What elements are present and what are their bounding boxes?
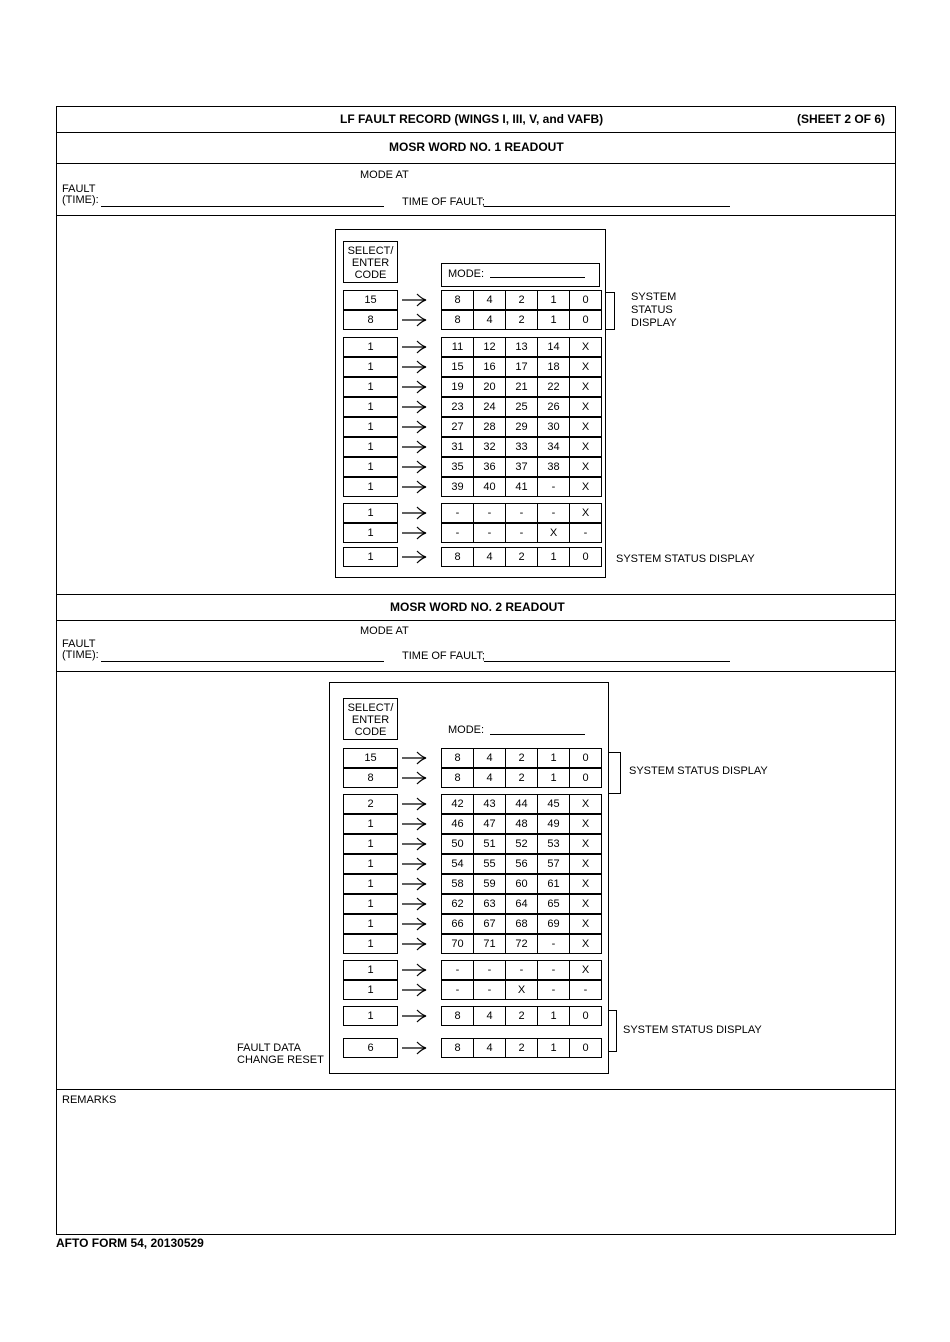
right-arrow-icon [401, 399, 427, 415]
status-cell[interactable]: 23 [441, 397, 474, 417]
status-cell[interactable]: X [569, 377, 602, 397]
status-cell[interactable]: X [569, 477, 602, 497]
mode-label: MODE: [448, 724, 485, 736]
status-cell[interactable]: 4 [473, 1038, 506, 1058]
select-code-box[interactable]: 1 [343, 1006, 398, 1026]
right-arrow-icon [401, 479, 427, 495]
select-code-box[interactable]: 1 [343, 337, 398, 357]
status-cell[interactable]: 42 [441, 794, 474, 814]
status-cell[interactable]: 8 [441, 748, 474, 768]
status-cell[interactable]: - [505, 960, 538, 980]
status-cell[interactable]: 59 [473, 874, 506, 894]
status-cell[interactable]: 37 [505, 457, 538, 477]
status-cell[interactable]: 27 [441, 417, 474, 437]
status-cell[interactable]: X [569, 503, 602, 523]
status-cell[interactable]: 44 [505, 794, 538, 814]
status-cell[interactable]: X [569, 814, 602, 834]
select-code-box[interactable]: 1 [343, 457, 398, 477]
status-cell[interactable]: 21 [505, 377, 538, 397]
status-cell[interactable]: 0 [569, 290, 602, 310]
status-cell[interactable]: X [569, 457, 602, 477]
mode-label: MODE: [448, 268, 485, 280]
status-cell[interactable]: 61 [537, 874, 570, 894]
status-cell[interactable]: 55 [473, 854, 506, 874]
system-status-bracket [606, 292, 615, 330]
status-cell[interactable]: 66 [441, 914, 474, 934]
status-cell[interactable]: 14 [537, 337, 570, 357]
status-cell[interactable]: 4 [473, 748, 506, 768]
right-arrow-icon [401, 505, 427, 521]
status-cell[interactable]: 8 [441, 547, 474, 567]
select-code-box[interactable]: 1 [343, 417, 398, 437]
status-cell[interactable]: X [569, 794, 602, 814]
right-arrow-icon [401, 876, 427, 892]
status-cell[interactable]: 2 [505, 547, 538, 567]
mode-field[interactable] [490, 734, 585, 735]
status-cell[interactable]: - [473, 523, 506, 543]
status-cell[interactable]: 22 [537, 377, 570, 397]
status-cell[interactable]: 25 [505, 397, 538, 417]
select-code-box[interactable]: 1 [343, 397, 398, 417]
select-code-box[interactable]: 8 [343, 768, 398, 788]
select-code-box[interactable]: 1 [343, 874, 398, 894]
status-cell[interactable]: 40 [473, 477, 506, 497]
status-cell[interactable]: X [505, 980, 538, 1000]
status-cell[interactable]: 26 [537, 397, 570, 417]
select-code-box[interactable]: 1 [343, 377, 398, 397]
status-cell[interactable]: - [473, 503, 506, 523]
right-arrow-icon [401, 419, 427, 435]
status-cell[interactable]: X [569, 960, 602, 980]
status-cell[interactable]: X [569, 894, 602, 914]
status-cell[interactable]: 71 [473, 934, 506, 954]
status-cell[interactable]: 0 [569, 748, 602, 768]
enter-label: ENTER [351, 714, 390, 726]
status-cell[interactable]: 1 [537, 768, 570, 788]
status-cell[interactable]: 4 [473, 1006, 506, 1026]
status-cell[interactable]: 38 [537, 457, 570, 477]
status-cell[interactable]: - [441, 523, 474, 543]
right-arrow-icon [401, 439, 427, 455]
right-arrow-icon [401, 339, 427, 355]
status-cell[interactable]: 17 [505, 357, 538, 377]
status-cell[interactable]: - [473, 980, 506, 1000]
status-cell[interactable]: 1 [537, 290, 570, 310]
status-cell[interactable]: 12 [473, 337, 506, 357]
status-cell[interactable]: 39 [441, 477, 474, 497]
right-arrow-icon [401, 1040, 427, 1056]
right-arrow-icon [401, 1008, 427, 1024]
status-cell[interactable]: 63 [473, 894, 506, 914]
status-cell[interactable]: 54 [441, 854, 474, 874]
select-code-box[interactable]: 1 [343, 934, 398, 954]
status-cell[interactable]: 64 [505, 894, 538, 914]
time-of-fault-field[interactable] [484, 661, 730, 662]
status-cell[interactable]: 0 [569, 310, 602, 330]
status-cell[interactable]: 31 [441, 437, 474, 457]
right-arrow-icon [401, 856, 427, 872]
right-arrow-icon [401, 836, 427, 852]
right-arrow-icon [401, 962, 427, 978]
status-cell[interactable]: - [505, 503, 538, 523]
status-cell[interactable]: - [441, 960, 474, 980]
select-label: SELECT/ [347, 702, 394, 714]
select-code-box[interactable]: 6 [343, 1038, 398, 1058]
status-cell[interactable]: X [569, 934, 602, 954]
status-cell[interactable]: 57 [537, 854, 570, 874]
status-cell[interactable]: 30 [537, 417, 570, 437]
status-cell[interactable]: 65 [537, 894, 570, 914]
enter-label: ENTER [351, 257, 390, 269]
status-cell[interactable]: X [569, 357, 602, 377]
right-arrow-icon [401, 816, 427, 832]
code-label: CODE [354, 269, 387, 281]
select-code-box[interactable]: 1 [343, 894, 398, 914]
status-cell[interactable]: 47 [473, 814, 506, 834]
status-cell[interactable]: 34 [537, 437, 570, 457]
status-cell[interactable]: 0 [569, 1006, 602, 1026]
status-cell[interactable]: 13 [505, 337, 538, 357]
status-cell[interactable]: 8 [441, 768, 474, 788]
select-code-box[interactable]: 1 [343, 547, 398, 567]
status-cell[interactable]: 72 [505, 934, 538, 954]
fault-label: FAULT [62, 183, 96, 195]
system-status-bracket [609, 752, 621, 794]
status-cell[interactable]: - [569, 980, 602, 1000]
status-cell[interactable]: 41 [505, 477, 538, 497]
change-reset-label: CHANGE RESET [237, 1054, 324, 1066]
status-cell[interactable]: 4 [473, 768, 506, 788]
system-label: SYSTEM [631, 291, 677, 303]
fault-time-field[interactable] [101, 661, 384, 662]
system-status-display-label: SYSTEM STATUS DISPLAY [623, 1024, 762, 1036]
status-cell[interactable]: 1 [537, 1006, 570, 1026]
status-cell[interactable]: 1 [537, 748, 570, 768]
status-cell[interactable]: 56 [505, 854, 538, 874]
select-code-box[interactable]: 1 [343, 523, 398, 543]
status-cell[interactable]: 2 [505, 1006, 538, 1026]
fault-data-label: FAULT DATA [237, 1042, 301, 1054]
status-cell[interactable]: 52 [505, 834, 538, 854]
status-cell[interactable]: 45 [537, 794, 570, 814]
right-arrow-icon [401, 459, 427, 475]
status-cell[interactable]: 69 [537, 914, 570, 934]
time-of-fault-label: TIME OF FAULT; [402, 650, 485, 662]
select-code-box[interactable]: 2 [343, 794, 398, 814]
status-cell[interactable]: 8 [441, 310, 474, 330]
right-arrow-icon [401, 796, 427, 812]
status-label: STATUS [631, 304, 673, 316]
select-code-box[interactable]: 1 [343, 357, 398, 377]
status-cell[interactable]: X [569, 834, 602, 854]
status-cell[interactable]: 49 [537, 814, 570, 834]
select-code-box[interactable]: 1 [343, 980, 398, 1000]
status-cell[interactable]: 0 [569, 768, 602, 788]
status-cell[interactable]: 15 [441, 357, 474, 377]
remarks-field[interactable] [57, 1108, 895, 1233]
select-code-box[interactable]: 1 [343, 477, 398, 497]
system-status-display-label: SYSTEM STATUS DISPLAY [629, 765, 768, 777]
fault-time-field[interactable] [101, 206, 384, 207]
status-cell[interactable]: 50 [441, 834, 474, 854]
status-cell[interactable]: 70 [441, 934, 474, 954]
status-cell[interactable]: X [569, 337, 602, 357]
word1-heading: MOSR WORD NO. 1 READOUT [389, 140, 564, 154]
status-cell[interactable]: 20 [473, 377, 506, 397]
status-cell[interactable]: 4 [473, 290, 506, 310]
form-title: LF FAULT RECORD (WINGS I, III, V, and VAFB) [340, 112, 604, 126]
right-arrow-icon [401, 549, 427, 565]
status-cell[interactable]: 43 [473, 794, 506, 814]
status-cell[interactable]: 11 [441, 337, 474, 357]
status-cell[interactable]: X [569, 854, 602, 874]
status-cell[interactable]: 0 [569, 547, 602, 567]
status-cell[interactable]: 8 [441, 1006, 474, 1026]
select-code-box[interactable]: 8 [343, 310, 398, 330]
status-cell[interactable]: 36 [473, 457, 506, 477]
fault-label: FAULT [62, 638, 96, 650]
status-cell[interactable]: 18 [537, 357, 570, 377]
form-footer: AFTO FORM 54, 20130529 [56, 1236, 204, 1250]
time-label: (TIME): [62, 194, 99, 206]
status-cell[interactable]: - [537, 477, 570, 497]
status-cell[interactable]: 1 [537, 310, 570, 330]
time-of-fault-label: TIME OF FAULT; [402, 196, 485, 208]
word2-heading: MOSR WORD NO. 2 READOUT [390, 600, 565, 614]
status-cell[interactable]: 32 [473, 437, 506, 457]
right-arrow-icon [401, 292, 427, 308]
status-cell[interactable]: 58 [441, 874, 474, 894]
select-code-box[interactable]: 1 [343, 437, 398, 457]
status-cell[interactable]: X [569, 437, 602, 457]
status-cell[interactable]: X [537, 523, 570, 543]
status-cell[interactable]: 2 [505, 748, 538, 768]
status-cell[interactable]: 0 [569, 1038, 602, 1058]
status-cell[interactable]: 19 [441, 377, 474, 397]
code-label: CODE [354, 726, 387, 738]
mode-at-label: MODE AT [360, 625, 409, 637]
select-code-box[interactable]: 1 [343, 834, 398, 854]
status-cell[interactable]: 1 [537, 547, 570, 567]
status-cell[interactable]: X [569, 417, 602, 437]
status-cell[interactable]: - [537, 934, 570, 954]
status-cell[interactable]: 33 [505, 437, 538, 457]
status-cell[interactable]: 2 [505, 768, 538, 788]
status-cell[interactable]: 60 [505, 874, 538, 894]
status-cell[interactable]: - [473, 960, 506, 980]
status-cell[interactable]: 28 [473, 417, 506, 437]
status-cell[interactable]: - [441, 503, 474, 523]
status-cell[interactable]: 35 [441, 457, 474, 477]
status-cell[interactable]: - [537, 960, 570, 980]
right-arrow-icon [401, 936, 427, 952]
status-cell[interactable]: 62 [441, 894, 474, 914]
status-cell[interactable]: 2 [505, 290, 538, 310]
status-cell[interactable]: 8 [441, 1038, 474, 1058]
status-cell[interactable]: - [441, 980, 474, 1000]
status-cell[interactable]: 8 [441, 290, 474, 310]
right-arrow-icon [401, 359, 427, 375]
status-cell[interactable]: - [537, 980, 570, 1000]
status-cell[interactable]: X [569, 397, 602, 417]
status-cell[interactable]: 68 [505, 914, 538, 934]
select-label: SELECT/ [347, 245, 394, 257]
select-code-box[interactable]: 1 [343, 914, 398, 934]
mode-at-label: MODE AT [360, 169, 409, 181]
status-cell[interactable]: 4 [473, 547, 506, 567]
select-code-box[interactable]: 1 [343, 814, 398, 834]
system-status-display-label: SYSTEM STATUS DISPLAY [616, 553, 755, 565]
status-cell[interactable]: 24 [473, 397, 506, 417]
select-code-box[interactable]: 1 [343, 854, 398, 874]
right-arrow-icon [401, 982, 427, 998]
right-arrow-icon [401, 770, 427, 786]
right-arrow-icon [401, 525, 427, 541]
status-cell[interactable]: - [537, 503, 570, 523]
status-cell[interactable]: 53 [537, 834, 570, 854]
status-cell[interactable]: 1 [537, 1038, 570, 1058]
right-arrow-icon [401, 312, 427, 328]
status-cell[interactable]: - [569, 523, 602, 543]
status-cell[interactable]: X [569, 874, 602, 894]
status-cell[interactable]: 16 [473, 357, 506, 377]
select-code-box[interactable]: 15 [343, 290, 398, 310]
status-cell[interactable]: 4 [473, 310, 506, 330]
system-status-bracket [609, 1010, 617, 1052]
right-arrow-icon [401, 750, 427, 766]
right-arrow-icon [401, 379, 427, 395]
mode-field[interactable] [490, 277, 585, 278]
right-arrow-icon [401, 916, 427, 932]
right-arrow-icon [401, 896, 427, 912]
select-code-box[interactable]: 15 [343, 748, 398, 768]
status-cell[interactable]: 67 [473, 914, 506, 934]
sheet-number: (SHEET 2 OF 6) [797, 112, 886, 126]
status-cell[interactable]: 2 [505, 310, 538, 330]
status-cell[interactable]: - [505, 523, 538, 543]
status-cell[interactable]: 29 [505, 417, 538, 437]
status-cell[interactable]: 2 [505, 1038, 538, 1058]
status-cell[interactable]: 51 [473, 834, 506, 854]
time-of-fault-field[interactable] [484, 206, 730, 207]
select-code-box[interactable]: 1 [343, 960, 398, 980]
display-label: DISPLAY [631, 317, 677, 329]
status-cell[interactable]: X [569, 914, 602, 934]
remarks-label: REMARKS [62, 1094, 117, 1106]
status-cell[interactable]: 48 [505, 814, 538, 834]
select-code-box[interactable]: 1 [343, 503, 398, 523]
status-cell[interactable]: 46 [441, 814, 474, 834]
time-label: (TIME): [62, 649, 99, 661]
